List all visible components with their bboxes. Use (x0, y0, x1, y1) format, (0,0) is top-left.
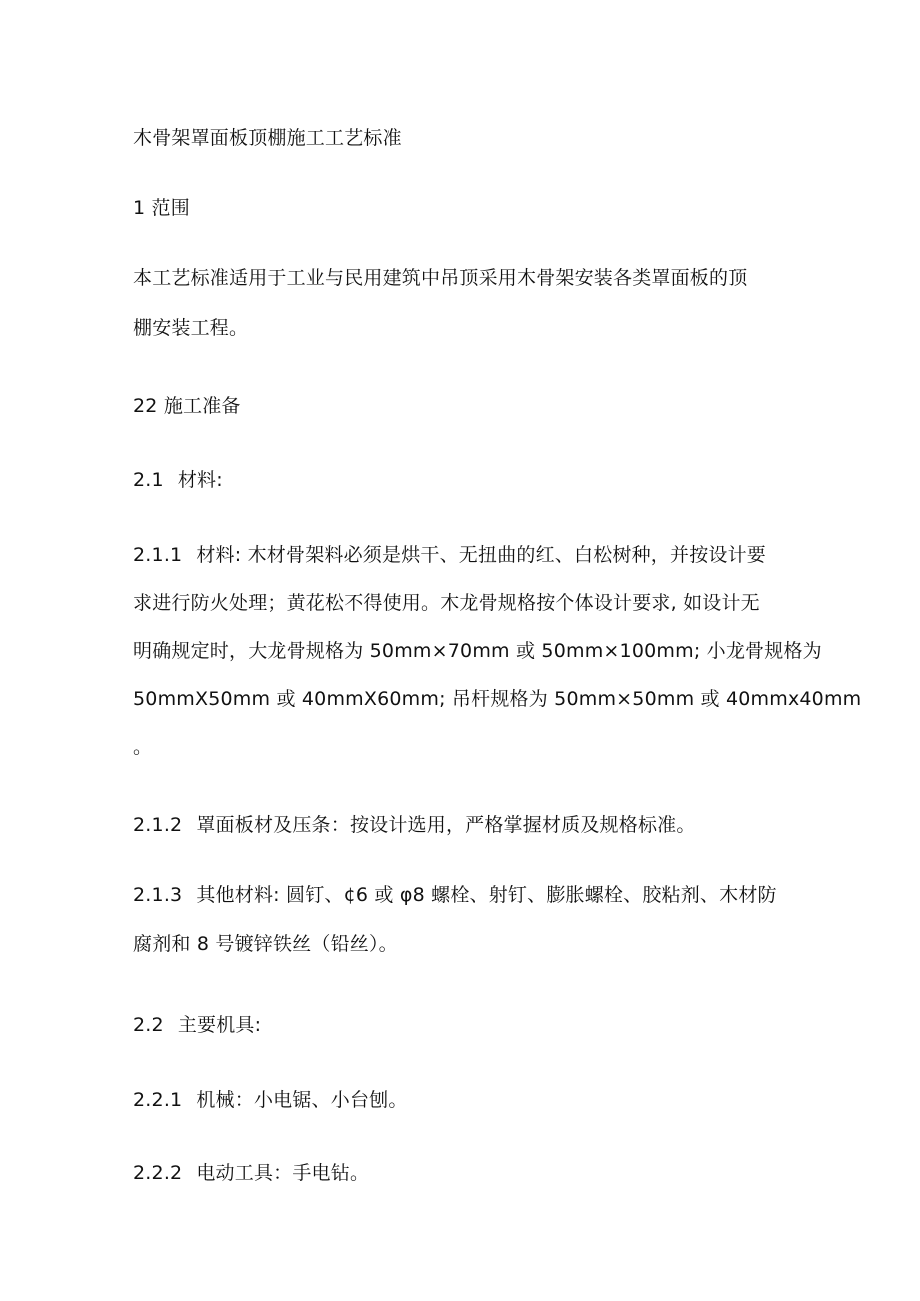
section-2-1-1-line-1 (133, 543, 798, 567)
section-2-1-1-number: 2.1.1 (133, 544, 183, 566)
section-2-1-2-number: 2.1.2 (133, 814, 183, 836)
section-1-body-line-2 (133, 316, 798, 340)
section-2-2-1-text: 机械：小电锯、小台刨。 (196, 1089, 408, 1111)
section-2-1-1-text-1: 材料: 木材骨架料必须是烘干、无扭曲的红、白松树种，并按设计要 (196, 544, 767, 566)
section-2-2-2-text: 电动工具：手电钻。 (196, 1162, 370, 1184)
section-2-1-text: 材料: (177, 469, 223, 491)
section-2-2-2-number: 2.2.2 (133, 1162, 183, 1184)
section-1-heading (133, 196, 798, 220)
section-2-1-1-line-2 (133, 591, 798, 615)
section-2-heading-text: 22 施工准备 (133, 395, 241, 417)
section-2-1-1-text-3: 明确规定时，大龙骨规格为 50mm×70mm 或 50mm×100mm; 小龙骨规格为 (133, 640, 822, 662)
section-2-1-3-text-2: 腐剂和 8 号镀锌铁丝（铅丝）。 (133, 933, 398, 955)
section-2-2-1-number: 2.2.1 (133, 1089, 183, 1111)
section-1-body-line-1 (133, 266, 798, 290)
section-2-1-3-line-1 (133, 883, 798, 907)
section-2-2-1 (133, 1088, 798, 1112)
section-2-1-2 (133, 813, 798, 837)
section-2-1-number: 2.1 (133, 469, 164, 491)
section-2-1-3-text-1: 其他材料: 圆钉、¢6 或 φ8 螺栓、射钉、膨胀螺栓、胶粘剂、木材防 (196, 884, 777, 906)
section-1-heading-text: 1 范围 (133, 197, 190, 219)
section-2-1 (133, 468, 798, 492)
section-2-1-1-line-4 (133, 687, 862, 711)
section-2-1-1-text-4: 50mmX50mm 或 40mmX60mm; 吊杆规格为 50mm×50mm 或 40mmx40mm (133, 688, 862, 710)
section-2-2-2 (133, 1161, 798, 1185)
section-2-1-1-text-5: 。 (133, 736, 153, 758)
section-2-2-text: 主要机具: (177, 1014, 262, 1036)
section-1-body-text-2: 棚安装工程。 (133, 317, 249, 339)
section-2-1-2-text: 罩面板材及压条：按设计选用，严格掌握材质及规格标准。 (196, 814, 696, 836)
section-1-body-text-1: 本工艺标准适用于工业与民用建筑中吊顶采用木骨架安装各类罩面板的顶 (133, 267, 748, 289)
section-2-1-1-line-3 (133, 639, 822, 663)
section-2-1-3-line-2 (133, 932, 798, 956)
section-2-1-1-text-2: 求进行防火处理；黄花松不得使用。木龙骨规格按个体设计要求, 如设计无 (133, 592, 760, 614)
document-title (133, 126, 798, 150)
section-2-heading (133, 394, 798, 418)
section-2-1-3-number: 2.1.3 (133, 884, 183, 906)
document-title-text: 木骨架罩面板顶棚施工工艺标准 (133, 127, 402, 149)
section-2-2-number: 2.2 (133, 1014, 164, 1036)
section-2-2 (133, 1013, 798, 1037)
section-2-1-1-line-5 (133, 735, 798, 759)
